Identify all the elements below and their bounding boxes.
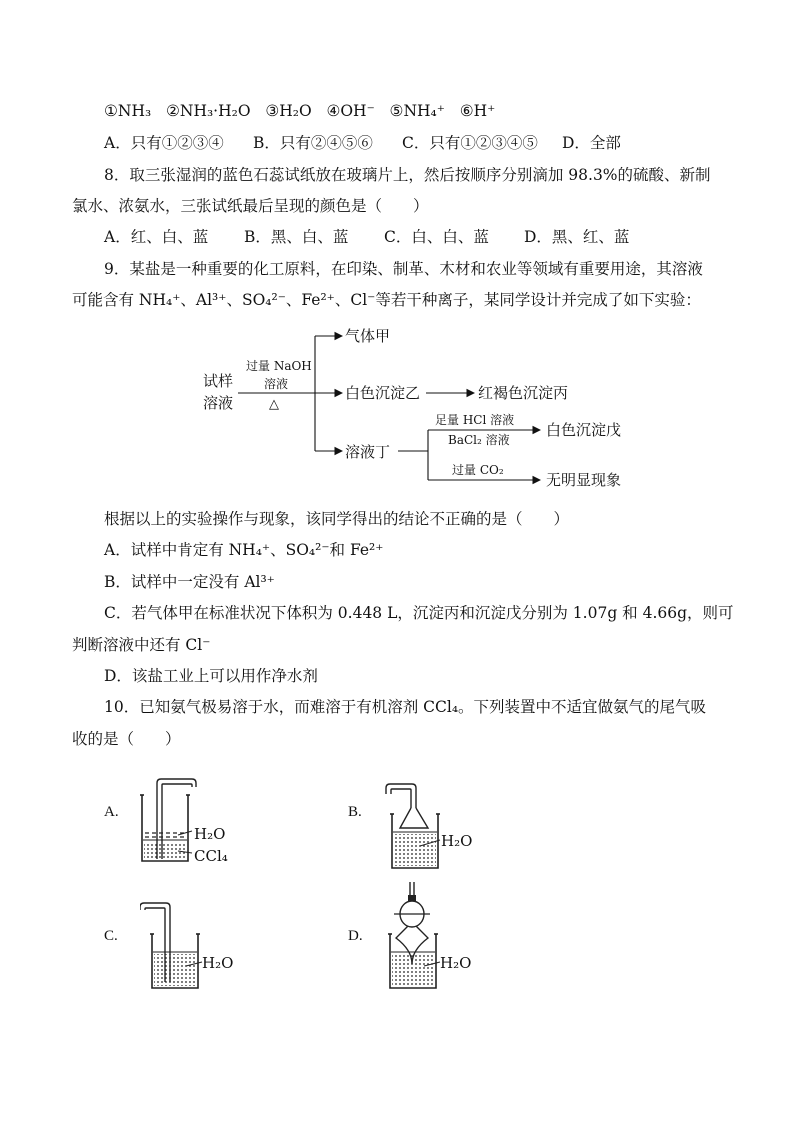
apparatus-b-label: B.	[348, 804, 362, 820]
q7-items	[104, 101, 495, 121]
q7-option-a: A．只有①②③④	[104, 134, 224, 152]
flow-gas: 气体甲	[345, 327, 391, 345]
q7-option-c: C．只有①②③④⑤	[402, 134, 538, 152]
apparatus-c-h2o: H₂O	[202, 954, 234, 972]
q9-stem-line2: 可能含有 NH₄⁺、Al³⁺、SO₄²⁻、Fe²⁺、Cl⁻等若干种离子，某同学设计并完成了如下实验：	[72, 291, 701, 309]
q7-item-6: ⑥H⁺	[459, 102, 496, 120]
q7-option-b: B．只有②④⑤⑥	[253, 134, 373, 152]
q8-option-d: D．黑、红、蓝	[524, 228, 630, 246]
q8-stem-line2: 氯水、浓氨水，三张试纸最后呈现的颜色是（ ）	[72, 197, 429, 215]
q10-stem-line2: 收的是（ ）	[72, 730, 181, 748]
q9-flowchart	[190, 320, 650, 495]
apparatus-b-h2o: H₂O	[441, 832, 473, 850]
q7-item-3: ③H₂O	[265, 102, 312, 120]
flow-co2: 过量 CO₂	[452, 463, 504, 477]
q7-item-2: ②NH₃·H₂O	[165, 102, 251, 120]
apparatus-c-label: C.	[104, 928, 118, 944]
q7-options	[104, 133, 621, 153]
apparatus-a-label: A.	[104, 804, 119, 820]
apparatus-a-h2o: H₂O	[194, 825, 226, 843]
q9-option-d: D．该盐工业上可以用作净水剂	[104, 667, 318, 685]
flow-reagent-l2: 溶液	[264, 377, 289, 391]
flow-sample-l1: 试样	[203, 372, 234, 390]
q9-question: 根据以上的实验操作与现象，该同学得出的结论不正确的是（ ）	[104, 510, 570, 528]
q7-item-5: ⑤NH₄⁺	[389, 102, 445, 120]
apparatus-b	[378, 780, 488, 875]
flow-white-ppt2: 白色沉淀戊	[546, 421, 622, 439]
flow-redbrown-ppt: 红褐色沉淀丙	[478, 384, 569, 402]
flow-white-ppt: 白色沉淀乙	[345, 384, 421, 402]
q8-options	[104, 227, 629, 247]
apparatus-a	[130, 775, 240, 875]
flow-bacl2: BaCl₂ 溶液	[448, 433, 510, 447]
q9-option-c: C．若气体甲在标准状况下体积为 0.448 L，沉淀丙和沉淀戊分别为 1.07g 和 4.66g，则可	[104, 604, 734, 622]
q7-item-1: ①NH₃	[104, 102, 152, 120]
q8-option-b: B．黑、白、蓝	[244, 228, 349, 246]
apparatus-a-ccl4: CCl₄	[194, 847, 228, 865]
q8-stem-line1: 8．取三张湿润的蓝色石蕊试纸放在玻璃片上，然后按顺序分别滴加 98.3%的硫酸、新制	[104, 166, 711, 184]
apparatus-c	[140, 900, 250, 995]
apparatus-d	[378, 878, 488, 995]
q7-option-d: D．全部	[562, 134, 621, 152]
q9-option-c-cont: 判断溶液中还有 Cl⁻	[72, 636, 211, 654]
flow-sample-l2: 溶液	[203, 394, 234, 412]
apparatus-d-h2o: H₂O	[440, 954, 472, 972]
q9-option-a: A．试样中肯定有 NH₄⁺、SO₄²⁻和 Fe²⁺	[104, 541, 384, 559]
apparatus-d-label: D.	[348, 928, 363, 944]
q9-stem-line1: 9．某盐是一种重要的化工原料，在印染、制革、木材和农业等领域有重要用途，其溶液	[104, 260, 703, 278]
q8-option-a: A．红、白、蓝	[104, 228, 209, 246]
q7-item-4: ④OH⁻	[326, 102, 375, 120]
flow-reagent-l1: 过量 NaOH	[246, 359, 312, 373]
q8-option-c: C．白、白、蓝	[384, 228, 489, 246]
flow-heat: △	[269, 397, 279, 412]
flow-hcl: 足量 HCl 溶液	[435, 413, 515, 427]
flow-no-change: 无明显现象	[546, 471, 622, 489]
flow-solution-d: 溶液丁	[345, 443, 391, 461]
q10-stem-line1: 10．已知氨气极易溶于水，而难溶于有机溶剂 CCl₄。下列装置中不适宜做氨气的尾气吸	[104, 698, 707, 716]
q9-option-b: B．试样中一定没有 Al³⁺	[104, 573, 275, 591]
